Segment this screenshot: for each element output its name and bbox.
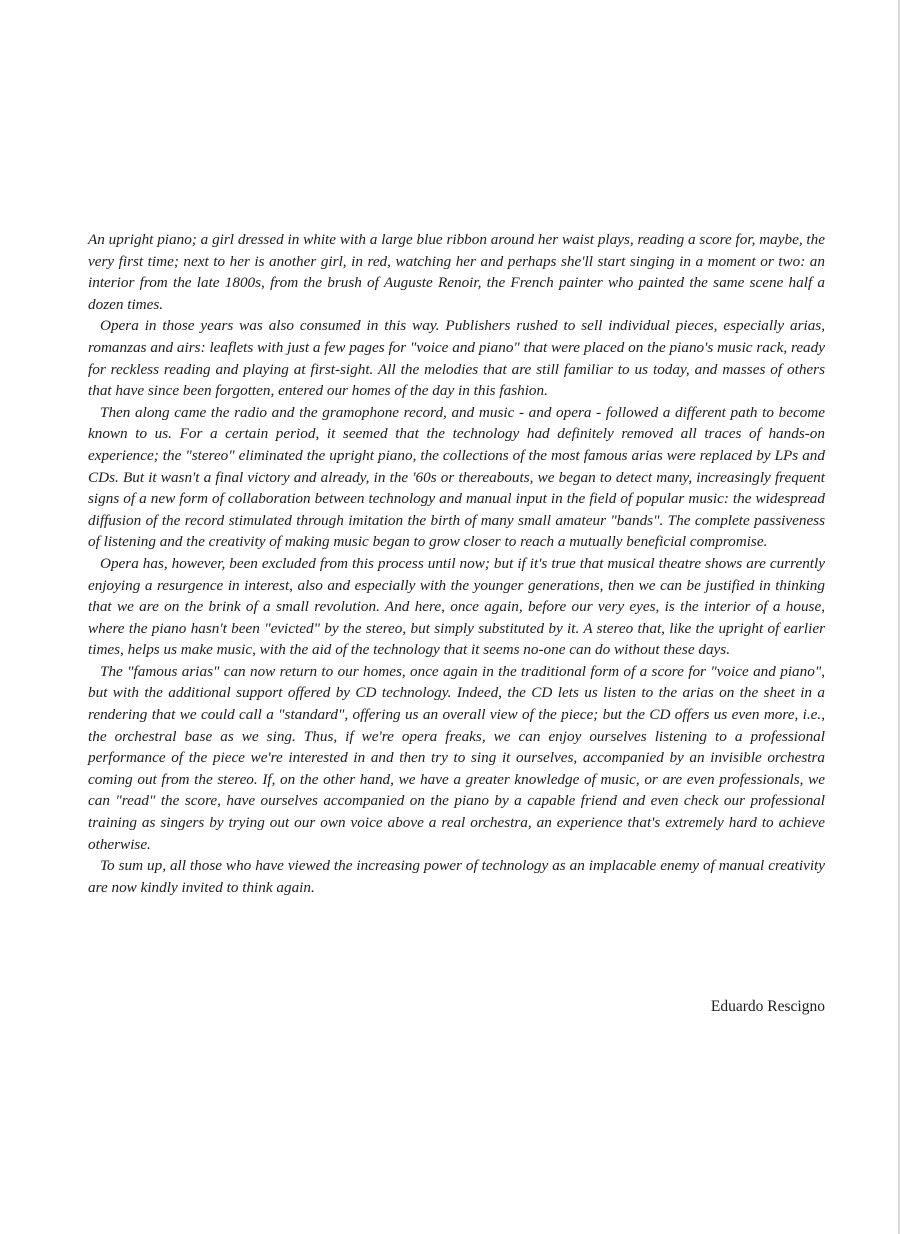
- paragraph-opera-consumption: Opera in those years was also consumed in this way. Publishers rushed to sell individual pieces, especially arias, romanzas and airs: leaflets with just a few pages for "voice and piano" that were placed on the piano's music rack, ready for reckless reading and playing at first-sight. All the melodies that are still familiar to us today, and masses of others that have since been forgotten, entered our homes of the day in this fashion.: [88, 317, 825, 400]
- paragraph-conclusion: To sum up, all those who have viewed the increasing power of technology as an implacable enemy of manual creativity are now kindly invited to think again.: [88, 857, 825, 896]
- paragraph-renoir-scene: An upright piano; a girl dressed in white with a large blue ribbon around her waist plays, reading a score for, maybe, the very first time; next to her is another girl, in red, watching her and perhaps she'll start singing in a moment or two: an interior from the late 1800s, from the brush of Auguste Renoir, the French painter who painted the same scene half a dozen times.: [88, 231, 825, 313]
- author-signature: Eduardo Rescigno: [710, 998, 825, 1015]
- paragraph-radio-gramophone: Then along came the radio and the gramophone record, and music - and opera - followed a different path to become known to us. For a certain period, it seemed that the technology had definitely removed all traces of hands-on experience; the "stereo" eliminated the upright piano, the collections of the most famous arias were replaced by LPs and CDs. But it wasn't a final victory and already, in the '60s or thereabouts, we began to detect many, increasingly frequent signs of a new form of collaboration between technology and manual input in the field of popular music: the widespread diffusion of the record stimulated through imitation the birth of many small amateur "bands". The complete passiveness of listening and the creativity of making music began to grow closer to reach a mutually beneficial compromise.: [88, 403, 825, 551]
- paragraph-opera-excluded: Opera has, however, been excluded from this process until now; but if it's true that musical theatre shows are currently enjoying a resurgence in interest, also and especially with the younger generations, then we can be justified in thinking that we are on the brink of a small revolution. And here, once again, before our very eyes, is the interior of a house, where the piano hasn't been "evicted" by the stereo, but simply substituted by it. A stereo that, like the upright of earlier times, helps us make music, with the aid of the technology that it seems no-one can do without these days.: [88, 554, 825, 659]
- paragraph-famous-arias: The "famous arias" can now return to our homes, once again in the traditional form of a score for "voice and piano", but with the additional support offered by CD technology. Indeed, the CD lets us listen to the arias on the sheet in a rendering that we could call a "standard", offering us an overall view of the piece; but the CD offers us even more, i.e., the orchestral base as we sing. Thus, if we're opera freaks, we can enjoy ourselves listening to a professional performance of the piece we're interested in and then try to sing it ourselves, accompanied by an invisible orchestra coming out from the stereo. If, on the other hand, we have a greater knowledge of music, or are even professionals, we can "read" the score, have ourselves accompanied on the piano by a capable friend and even check our professional training as singers by trying out our own voice above a real orchestra, an experience that's extremely hard to achieve otherwise.: [88, 662, 825, 853]
- article-body: [88, 229, 825, 898]
